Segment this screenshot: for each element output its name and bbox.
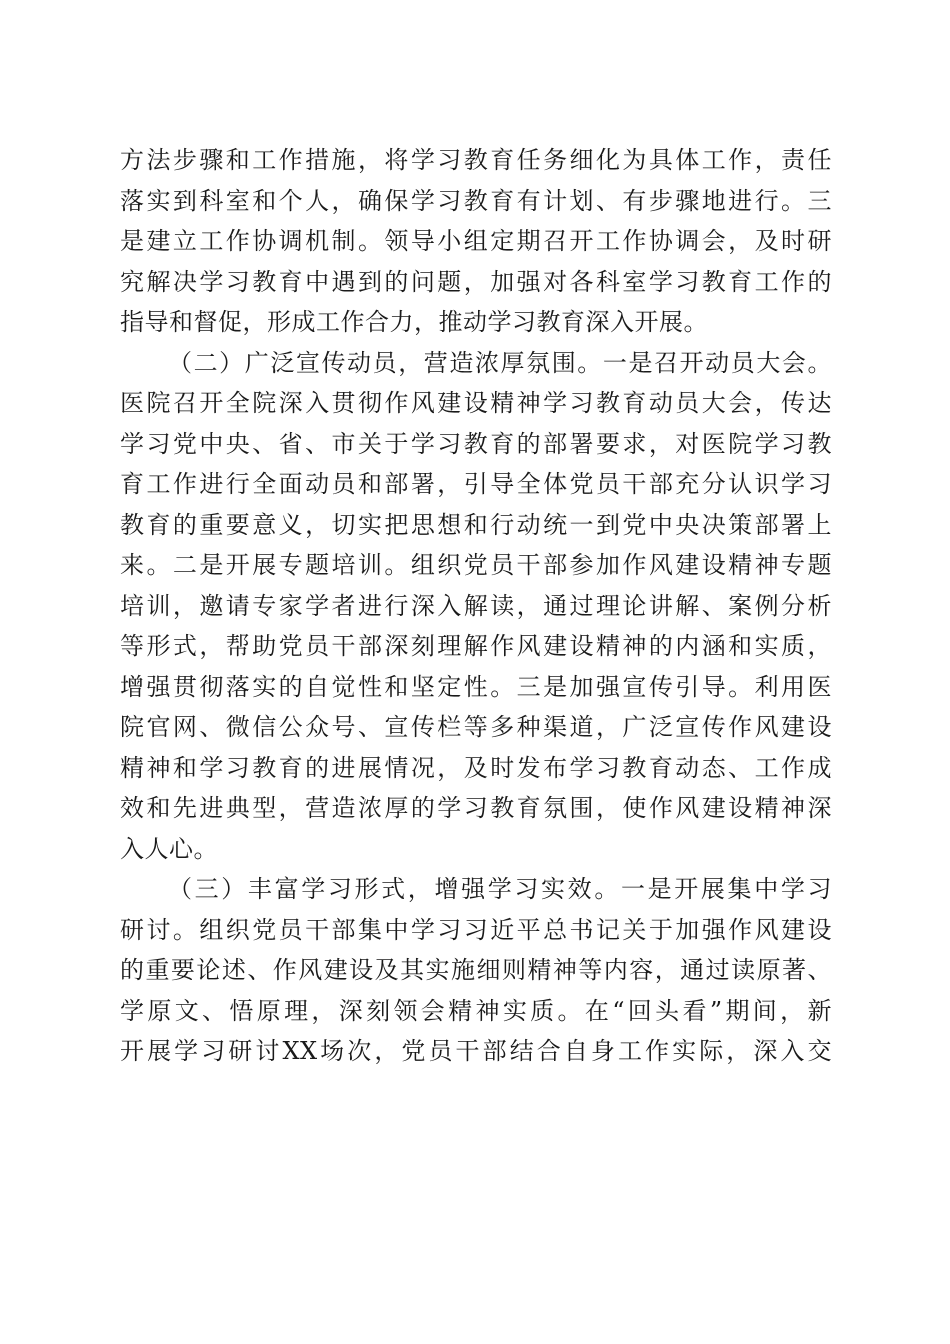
- text-line: 效和先进典型，营造浓厚的学习教育氛围，使作风建设精神深: [120, 794, 832, 822]
- text-line: 落实到科室和个人，确保学习教育有计划、有步骤地进行。三: [120, 186, 832, 215]
- text-line: 医院召开全院深入贯彻作风建设精神学习教育动员大会，传达: [120, 389, 832, 417]
- text-line: 来。二是开展专题培训。组织党员干部参加作风建设精神专题: [120, 551, 832, 579]
- document-body: [120, 140, 832, 1072]
- text-line: 入人心。: [120, 834, 218, 863]
- text-line: （三）丰富学习形式，增强学习实效。一是开展集中学习: [168, 875, 832, 903]
- text-line: 的重要论述、作风建设及其实施细则精神等内容，通过读原著、: [120, 956, 832, 984]
- text-line: 育工作进行全面动员和部署，引导全体党员干部充分认识学习: [120, 470, 832, 498]
- text-line: 增强贯彻落实的自觉性和坚定性。三是加强宣传引导。利用医: [120, 672, 832, 701]
- text-line: 等形式，帮助党员干部深刻理解作风建设精神的内涵和实质，: [120, 632, 832, 660]
- text-line: 指导和督促，形成工作合力，推动学习教育深入开展。: [120, 308, 708, 336]
- paragraph-3: [120, 869, 832, 1072]
- text-line: 培训，邀请专家学者进行深入解读，通过理论讲解、案例分析: [120, 591, 832, 620]
- text-line: 精神和学习教育的进展情况，及时发布学习教育动态、工作成: [120, 753, 832, 782]
- text-line: 是建立工作协调机制。领导小组定期召开工作协调会，及时研: [120, 227, 832, 255]
- text-line: 开展学习研讨XX场次，党员干部结合自身工作实际，深入交: [120, 1037, 832, 1065]
- text-line: 学原文、悟原理，深刻领会精神实质。在“回头看”期间，新: [120, 996, 832, 1025]
- text-line: 教育的重要意义，切实把思想和行动统一到党中央决策部署上: [120, 510, 832, 539]
- text-line: 学习党中央、省、市关于学习教育的部署要求，对医院学习教: [120, 429, 832, 458]
- text-line: 究解决学习教育中遇到的问题，加强对各科室学习教育工作的: [120, 267, 832, 296]
- text-line: 院官网、微信公众号、宣传栏等多种渠道，广泛宣传作风建设: [120, 713, 832, 741]
- paragraph-2: [120, 343, 832, 870]
- paragraph-1: [120, 140, 832, 343]
- text-line: （二）广泛宣传动员，营造浓厚氛围。一是召开动员大会。: [168, 348, 832, 377]
- text-line: 方法步骤和工作措施，将学习教育任务细化为具体工作，责任: [120, 146, 832, 174]
- text-line: 研讨。组织党员干部集中学习习近平总书记关于加强作风建设: [120, 915, 832, 944]
